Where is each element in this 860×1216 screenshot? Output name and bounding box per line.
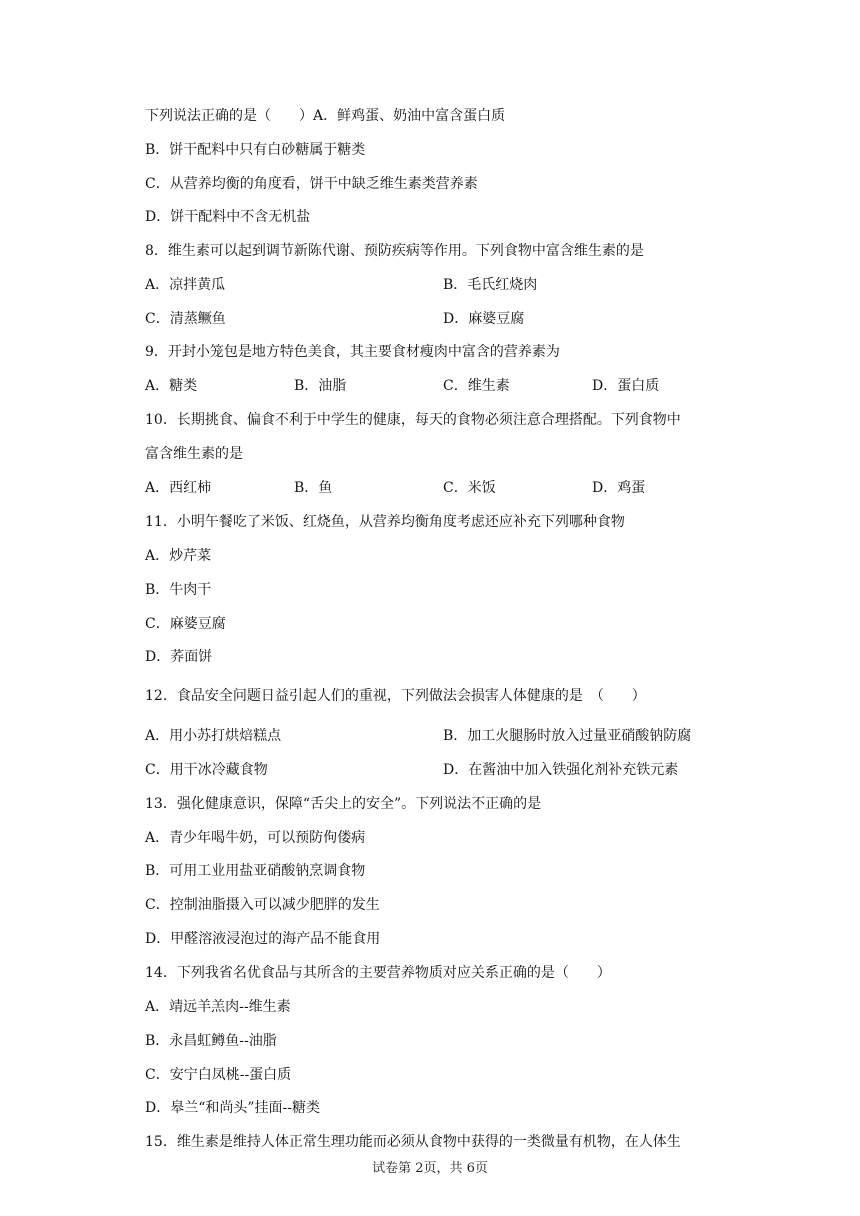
q11-option-b: B．牛肉干 bbox=[145, 582, 212, 598]
q12-option-d: D．在酱油中加入铁强化剂补充铁元素 bbox=[443, 762, 679, 778]
q13-option-b: B．可用工业用盐亚硝酸钠烹调食物 bbox=[145, 863, 366, 879]
q14-stem: 14．下列我省名优食品与其所含的主要营养物质对应关系正确的是（ ） bbox=[145, 965, 611, 981]
q14-option-c: C．安宁白凤桃--蛋白质 bbox=[145, 1067, 292, 1083]
q9-option-d: D．蛋白质 bbox=[592, 378, 660, 394]
q10-option-d: D．鸡蛋 bbox=[592, 480, 646, 496]
page-footer: 试卷第 2页，共 6页 bbox=[372, 1161, 488, 1176]
q10-stem-line2: 富含维生素的是 bbox=[145, 446, 243, 462]
q10-stem-line1: 10．长期挑食、偏食不利于中学生的健康，每天的食物必须注意合理搭配。下列食物中 bbox=[145, 412, 681, 428]
q13-option-a: A．青少年喝牛奶，可以预防佝偻病 bbox=[145, 830, 366, 846]
q13-option-d: D．甲醛溶液浸泡过的海产品不能食用 bbox=[145, 931, 381, 947]
q14-option-a: A．靖远羊羔肉--维生素 bbox=[145, 999, 291, 1015]
q12-option-c: C．用干冰冷藏食物 bbox=[145, 762, 268, 778]
q13-option-c: C．控制油脂摄入可以减少肥胖的发生 bbox=[145, 897, 380, 913]
q10-option-a: A．西红柿 bbox=[145, 480, 212, 496]
q14-option-b: B．永昌虹鳟鱼--油脂 bbox=[145, 1033, 277, 1049]
q9-option-a: A．糖类 bbox=[145, 378, 198, 394]
q11-stem: 11．小明午餐吃了米饭、红烧鱼，从营养均衡角度考虑还应补充下列哪种食物 bbox=[145, 514, 625, 530]
q7-option-b: B．饼干配料中只有白砂糖属于糖类 bbox=[145, 142, 366, 158]
q9-option-c: C．维生素 bbox=[443, 378, 510, 394]
q8-option-c: C．清蒸鳜鱼 bbox=[145, 311, 226, 327]
q7-option-c: C．从营养均衡的角度看，饼干中缺乏维生素类营养素 bbox=[145, 176, 478, 192]
q11-option-c: C．麻婆豆腐 bbox=[145, 616, 226, 632]
q14-option-d: D．皋兰“和尚头”挂面--糖类 bbox=[145, 1100, 320, 1116]
q11-option-a: A．炒芹菜 bbox=[145, 548, 212, 564]
q9-stem: 9．开封小笼包是地方特色美食，其主要食材瘦肉中富含的营养素为 bbox=[145, 344, 560, 360]
q8-option-b: B．毛氏红烧肉 bbox=[443, 277, 538, 293]
q10-option-b: B．鱼 bbox=[294, 480, 333, 496]
q9-option-b: B．油脂 bbox=[294, 378, 347, 394]
q11-option-d: D．荞面饼 bbox=[145, 649, 213, 665]
q13-stem: 13．强化健康意识，保障“舌尖上的安全”。下列说法不正确的是 bbox=[145, 796, 542, 812]
q8-option-a: A．凉拌黄瓜 bbox=[145, 277, 226, 293]
q8-stem: 8．维生素可以起到调节新陈代谢、预防疾病等作用。下列食物中富含维生素的是 bbox=[145, 243, 644, 259]
q7-stem: 下列说法正确的是（ ）A．鲜鸡蛋、奶油中富含蛋白质 bbox=[145, 108, 506, 124]
q15-stem: 15．维生素是维持人体正常生理功能而必须从食物中获得的一类微量有机物，在人体生 bbox=[145, 1134, 681, 1150]
q7-option-d: D．饼干配料中不含无机盐 bbox=[145, 209, 311, 225]
q8-option-d: D．麻婆豆腐 bbox=[443, 311, 525, 327]
q10-option-c: C．米饭 bbox=[443, 480, 496, 496]
q12-stem: 12．食品安全问题日益引起人们的重视，下列做法会损害人体健康的是 （ ） bbox=[145, 688, 646, 704]
q12-option-b: B．加工火腿肠时放入过量亚硝酸钠防腐 bbox=[443, 728, 692, 744]
q12-option-a: A．用小苏打烘焙糕点 bbox=[145, 728, 282, 744]
